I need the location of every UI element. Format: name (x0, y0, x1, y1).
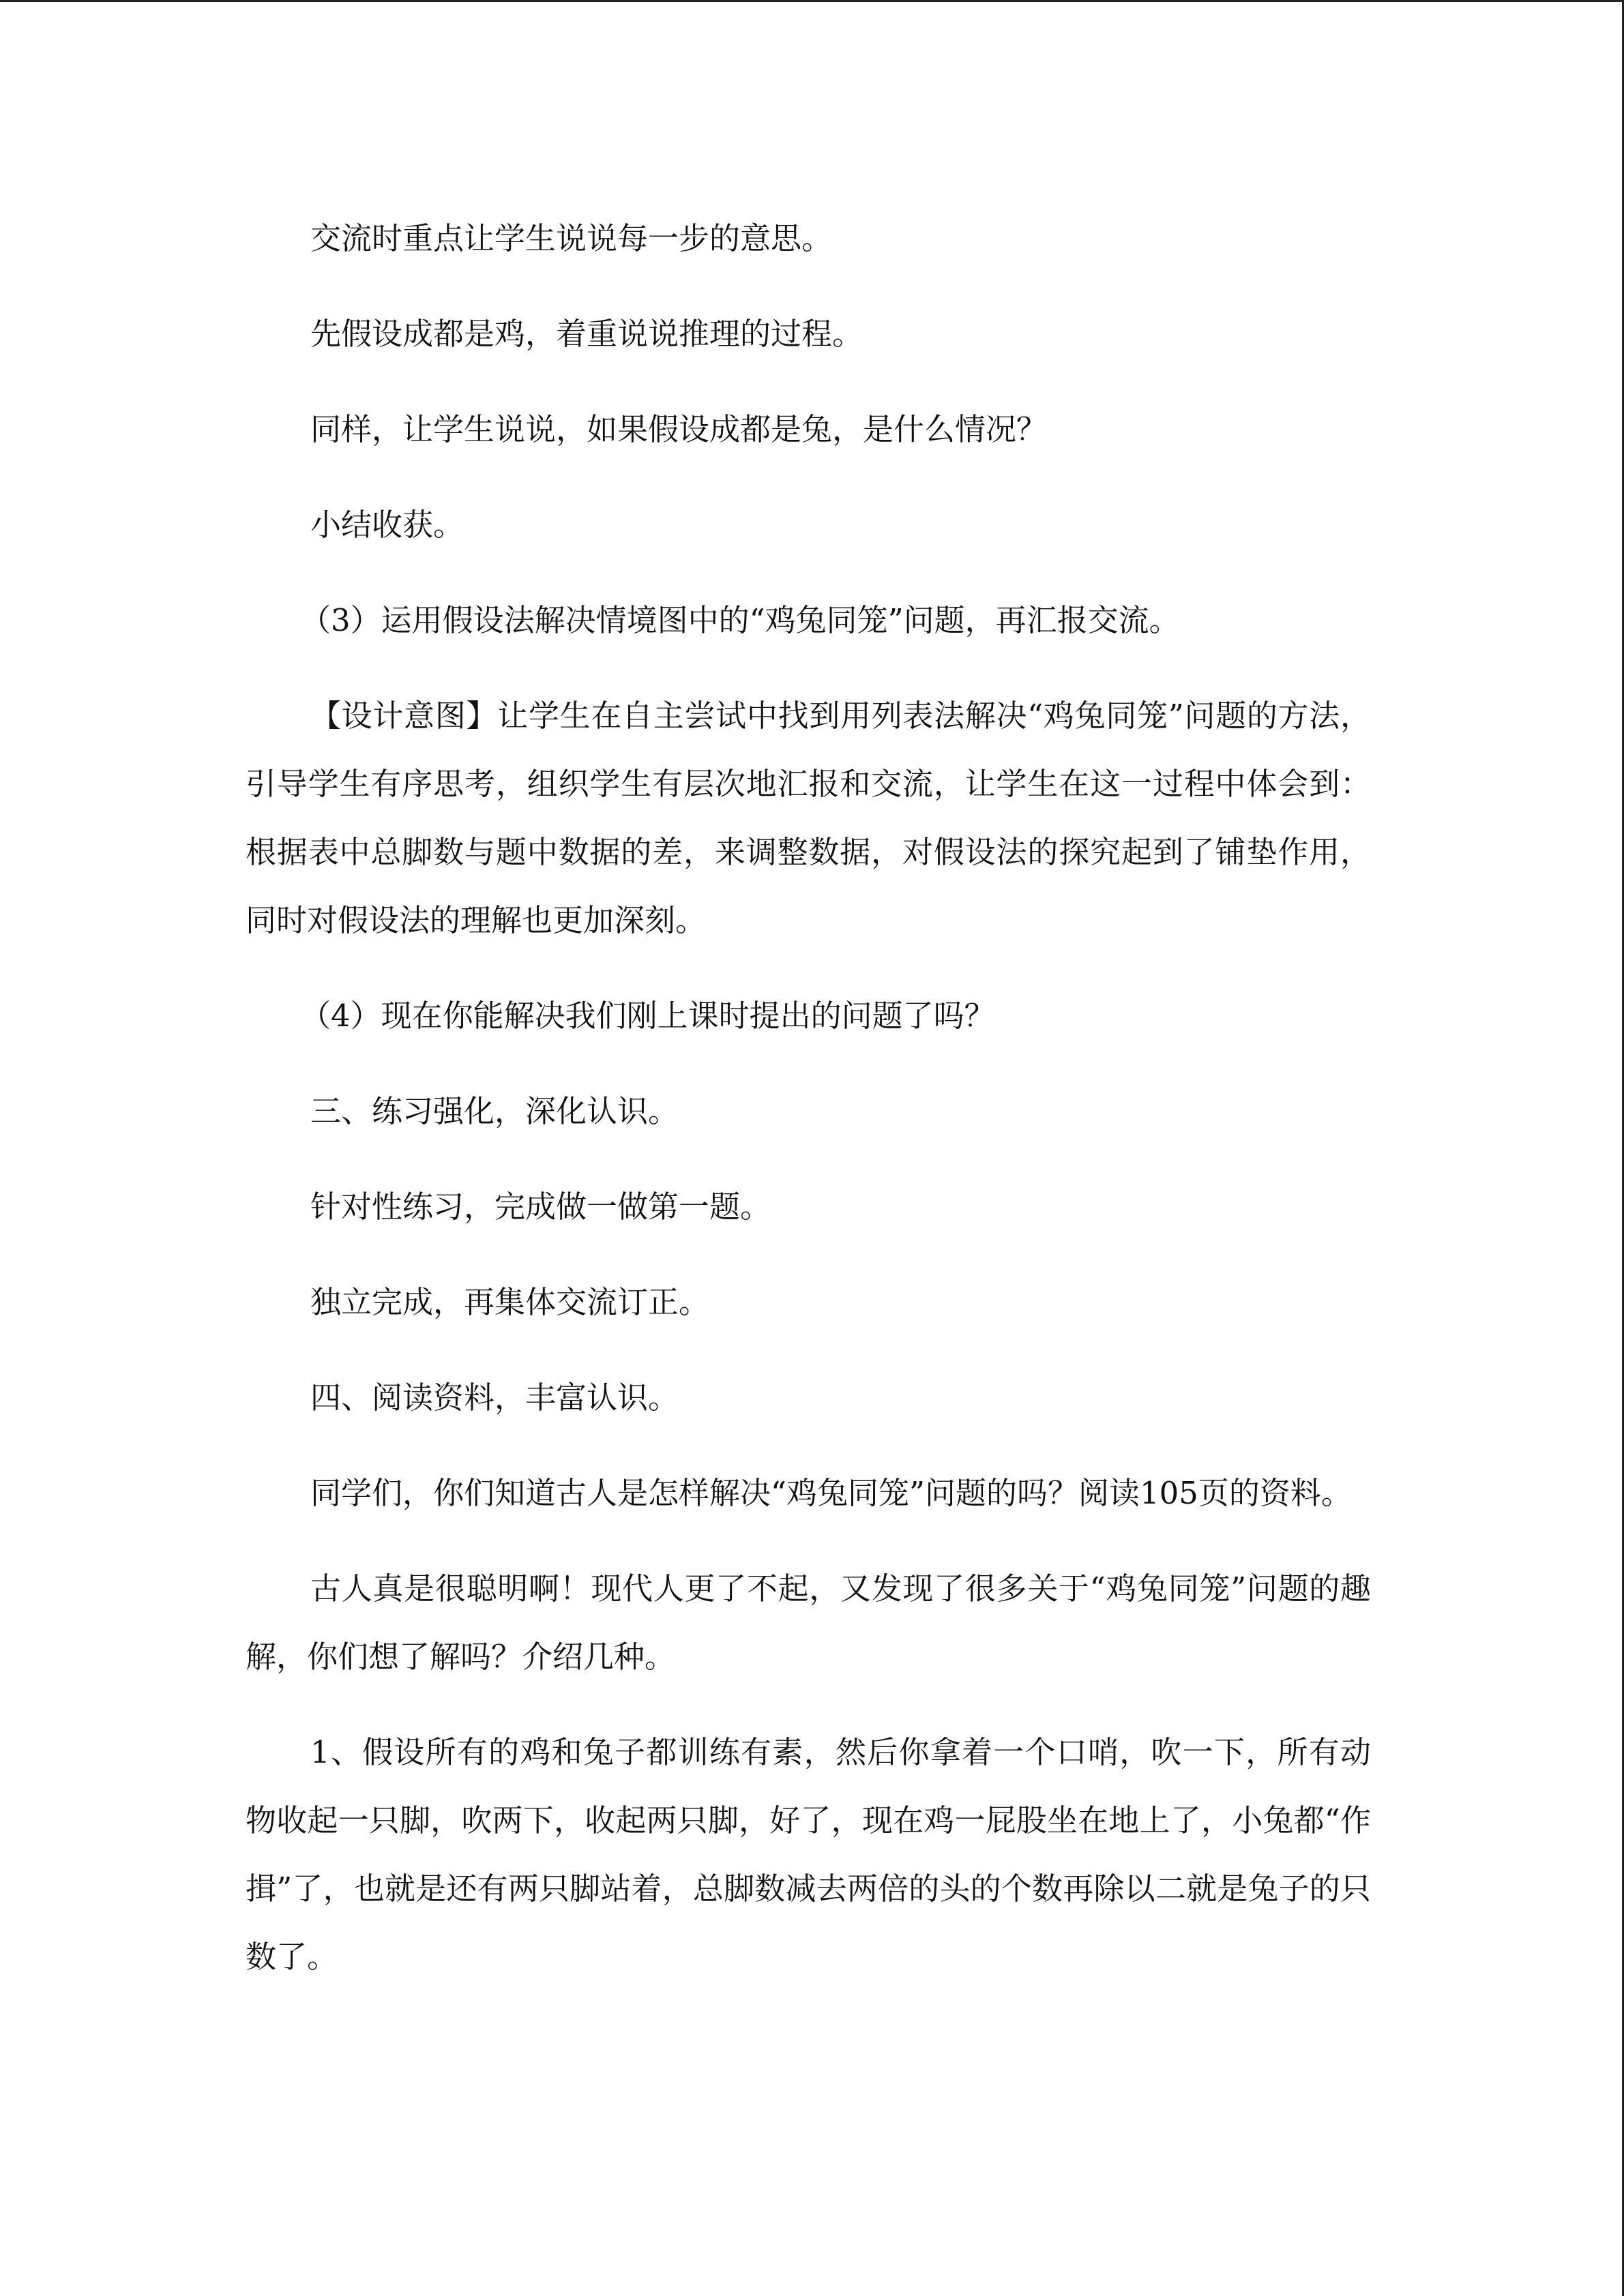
paragraph-modern-methods: 古人真是很聪明啊！现代人更了不起，又发现了很多关于“鸡兔同笼”问题的趣解，你们想了解吗？介绍几种。 (246, 1570, 1371, 1675)
paragraph-step-4: （4）现在你能解决我们刚上课时提出的问题了吗？ (300, 998, 995, 1034)
paragraph-design-intent: 【设计意图】让学生在自主尝试中找到用列表法解决“鸡兔同笼”问题的方法，引导学生有序思考，组织学生有层次地汇报和交流，让学生在这一过程中体会到：根据表中总脚数与题中数据的差，来调整数据，对假设法的探究起到了铺垫作用，同时对假设法的理解也更加深刻。 (246, 698, 1371, 938)
document-body (246, 205, 1371, 2018)
paragraph-assume-rabbit: 同样，让学生说说，如果假设成都是兔，是什么情况？ (310, 411, 1048, 447)
paragraph-method-1: 1、假设所有的鸡和兔子都训练有素，然后你拿着一个口哨，吹一下，所有动物收起一只脚，吹两下，收起两只脚，好了，现在鸡一屁股坐在地上了，小兔都“作揖”了，也就是还有两只脚站着，总脚数减去两倍的头的个数再除以二就是兔子的只数了。 (246, 1734, 1371, 1975)
paragraph-step-3: （3）运用假设法解决情境图中的“鸡兔同笼”问题，再汇报交流。 (300, 602, 1180, 638)
paragraph-targeted-practice: 针对性练习，完成做一做第一题。 (310, 1189, 771, 1225)
paragraph-ancient-methods: 同学们，你们知道古人是怎样解决“鸡兔同笼”问题的吗？阅读105页的资料。 (310, 1475, 1352, 1511)
paragraph-independent-work: 独立完成，再集体交流订正。 (310, 1284, 710, 1320)
paragraph-summary: 小结收获。 (310, 507, 464, 543)
section-heading-reading: 四、阅读资料，丰富认识。 (310, 1380, 679, 1416)
section-heading-practice: 三、练习强化，深化认识。 (310, 1093, 679, 1129)
paragraph-exchange-focus: 交流时重点让学生说说每一步的意思。 (310, 220, 833, 256)
paragraph-assume-chicken: 先假设成都是鸡，着重说说推理的过程。 (310, 316, 863, 352)
page-border-top (0, 0, 1624, 2)
